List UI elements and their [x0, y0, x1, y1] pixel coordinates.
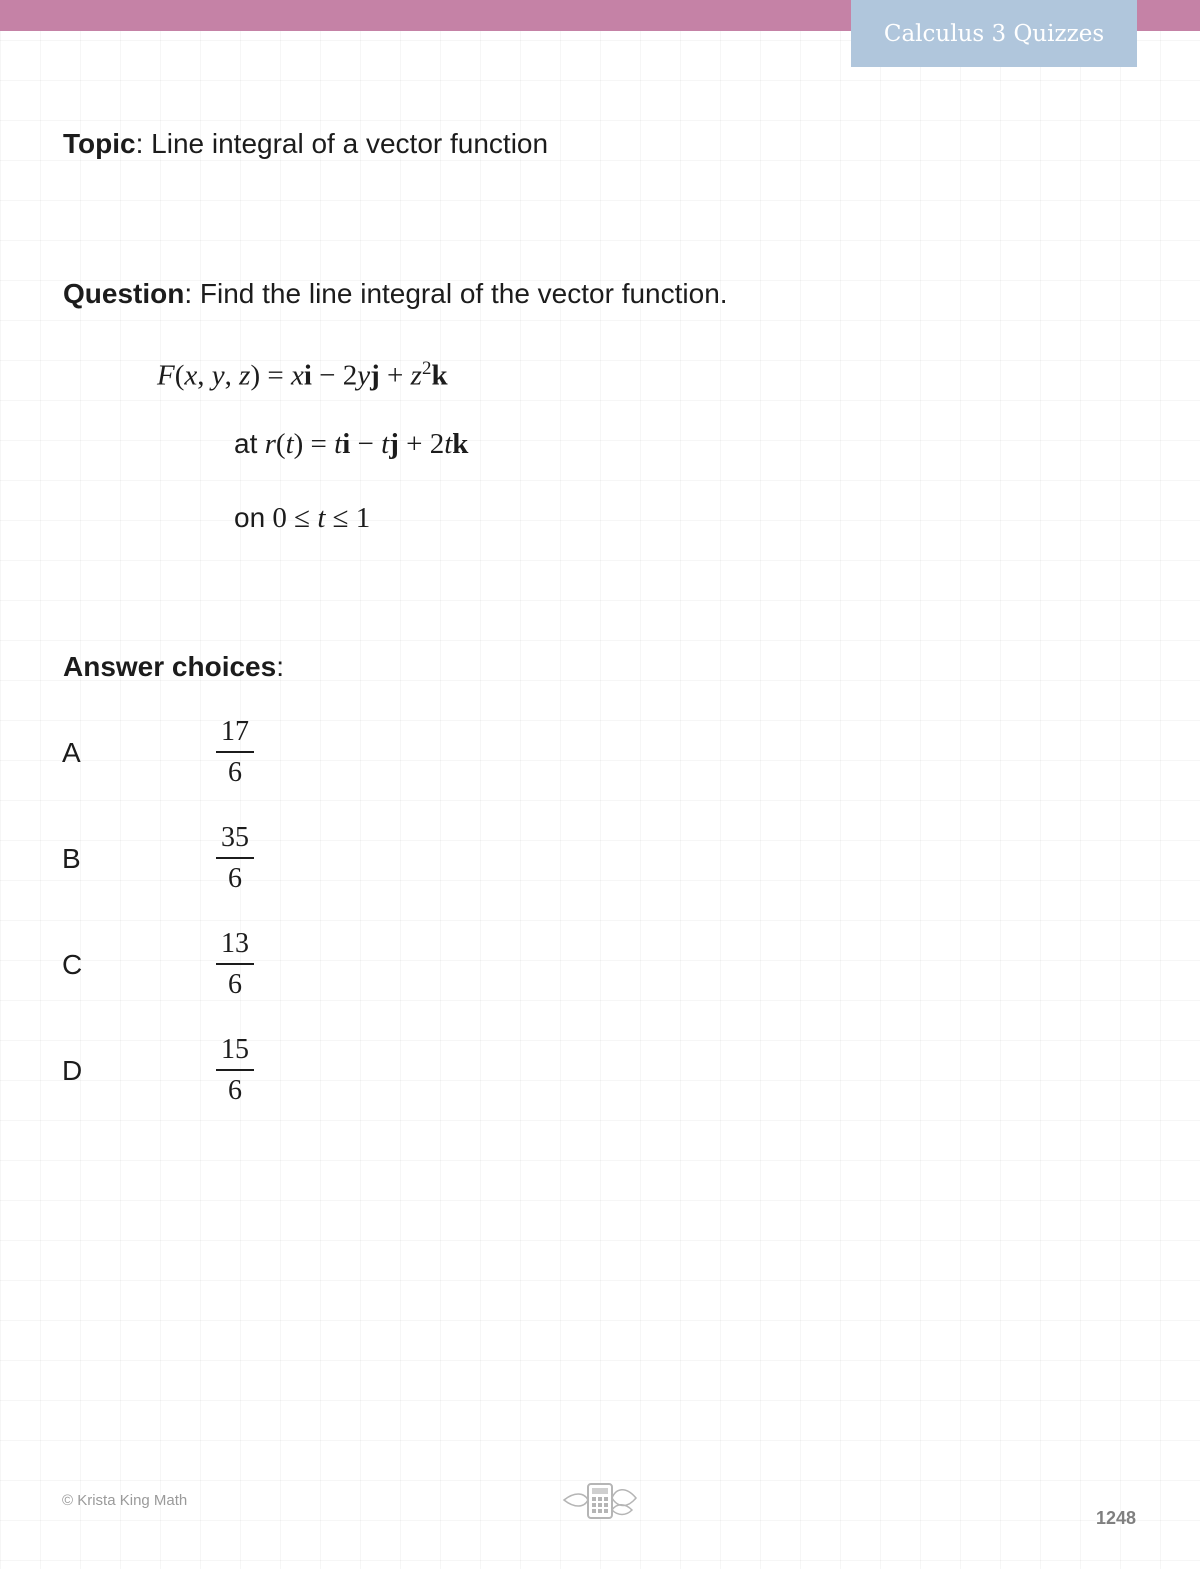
topic-label: Topic	[63, 128, 136, 159]
choice-letter: C	[62, 949, 83, 980]
parameter-interval: on 0 ≤ t ≤ 1	[234, 502, 371, 534]
choice-letter: B	[62, 843, 81, 874]
answer-choice-a[interactable]	[62, 716, 262, 796]
on-word: on	[234, 502, 266, 533]
question-line	[63, 277, 728, 311]
page-number: 1248	[1095, 1508, 1136, 1528]
question-text: : Find the line integral of the vector function.	[184, 278, 728, 309]
choice-letter: A	[62, 737, 81, 768]
at-word: at	[234, 428, 258, 459]
topic-line	[63, 127, 548, 161]
question-label: Question	[63, 278, 185, 309]
answer-choice-b[interactable]	[62, 822, 262, 902]
answer-choice-d[interactable]	[62, 1034, 262, 1114]
vector-function-equation: F(x, y, z) = xi − $2yj + z^2k$	[157, 358, 448, 392]
footer-copyright: © Krista King Math	[62, 1492, 188, 1509]
header-tab-title: Calculus 3 Quizzes	[851, 0, 1137, 67]
curve-parametrization: at r(t) = ti − tj + 2tk	[234, 428, 469, 460]
answer-choice-c[interactable]	[62, 928, 262, 1008]
answer-choices-heading: Answer choices:	[63, 651, 284, 682]
choice-fraction: 35 6	[216, 822, 254, 895]
choice-fraction: 17 6	[216, 716, 254, 789]
choice-fraction: 13 6	[216, 928, 254, 1001]
topic-text: : Line integral of a vector function	[135, 128, 549, 159]
choice-fraction: 15 6	[216, 1034, 254, 1107]
choice-letter: D	[62, 1055, 83, 1086]
calculator-leaf-icon	[562, 1480, 638, 1520]
